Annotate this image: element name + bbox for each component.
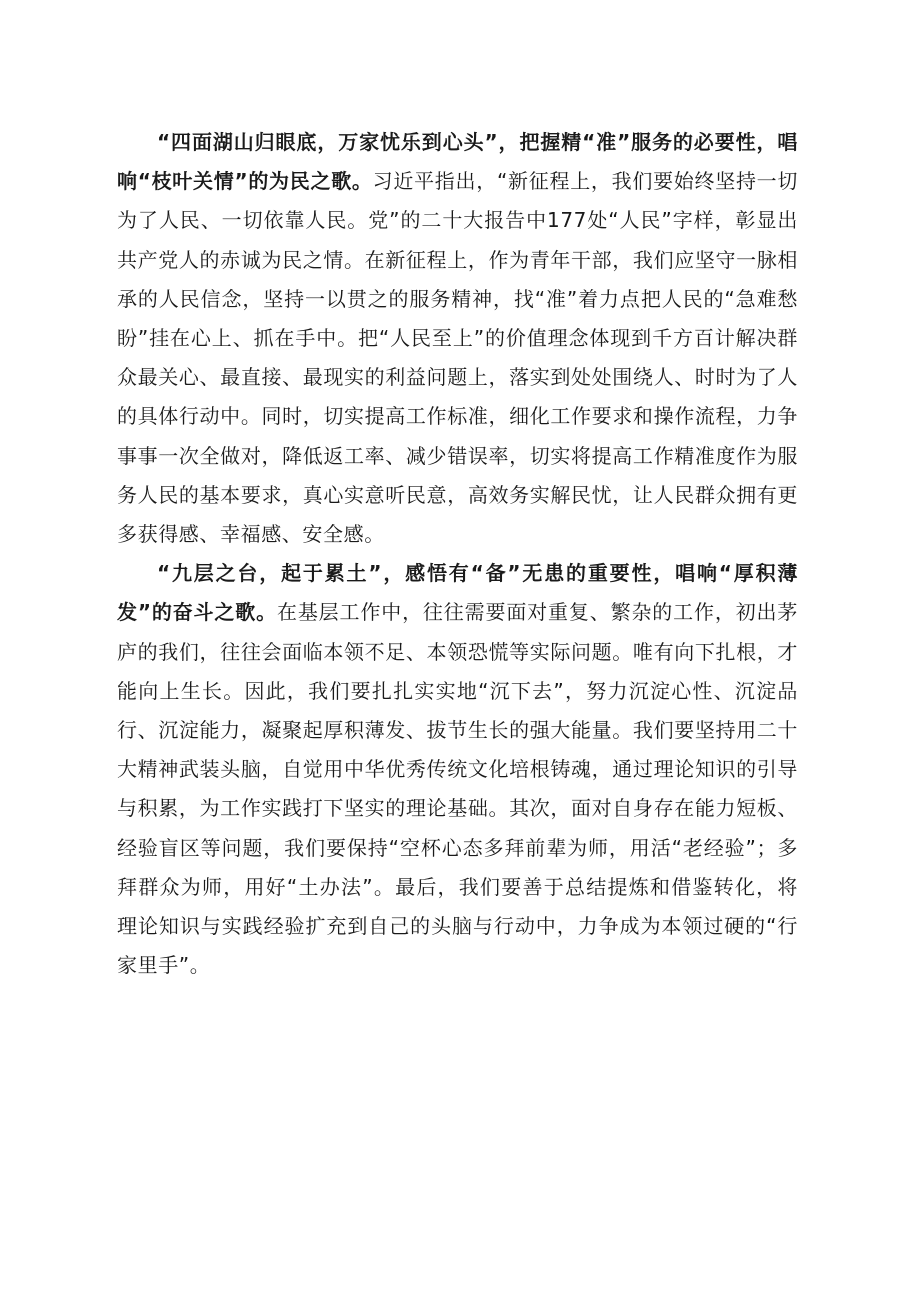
paragraph-lead-heading: “九层之台，起于累土”，感悟有“备”无患的重要性，唱响“厚积薄发”的奋斗之歌。 <box>117 561 798 625</box>
article-body <box>117 123 798 985</box>
paragraph-preparation <box>117 554 798 985</box>
paragraph-body-text: 习近平指出，“新征程上，我们要始终坚持一切为了人民、一切依靠人民。党”的二十大报告中177处“人民”字样，彰显出共产党人的赤诚为民之情。在新征程上，作为青年干部，我们应坚守一脉相承的人民信念，坚持一以贯之的服务精神，找“准”着力点把人民的“急难愁盼”挂在心上、抓在手中。把“人民至上”的价值理念体现到千方百计解决群众最关心、最直接、最现实的利益问题上，落实到处处围绕人、时时为了人的具体行动中。同时，切实提高工作标准，细化工作要求和操作流程，力争事事一次全做对，降低返工率、减少错误率，切实将提高工作精准度作为服务人民的基本要求，真心实意听民意，高效务实解民忧，让人民群众拥有更多获得感、幸福感、安全感。 <box>117 169 798 547</box>
paragraph-lead-heading: “四面湖山归眼底，万家忧乐到心头”，把握精“准”服务的必要性，唱响“枝叶关情”的为民之歌。 <box>117 130 798 194</box>
paragraph-people-service <box>117 123 798 554</box>
paragraph-body-text: 在基层工作中，往往需要面对重复、繁杂的工作，初出茅庐的我们，往往会面临本领不足、本领恐慌等实际问题。唯有向下扎根，才能向上生长。因此，我们要扎扎实实地“沉下去”，努力沉淀心性、沉淀品行、沉淀能力，凝聚起厚积薄发、拔节生长的强大能量。我们要坚持用二十大精神武装头脑，自觉用中华优秀传统文化培根铸魂，通过理论知识的引导与积累，为工作实践打下坚实的理论基础。其次，面对自身存在能力短板、经验盲区等问题，我们要保持“空杯心态多拜前辈为师，用活“老经验”；多拜群众为师，用好“土办法”。最后，我们要善于总结提炼和借鉴转化，将理论知识与实践经验扩充到自己的头脑与行动中，力争成为本领过硬的“行家里手”。 <box>117 600 799 978</box>
